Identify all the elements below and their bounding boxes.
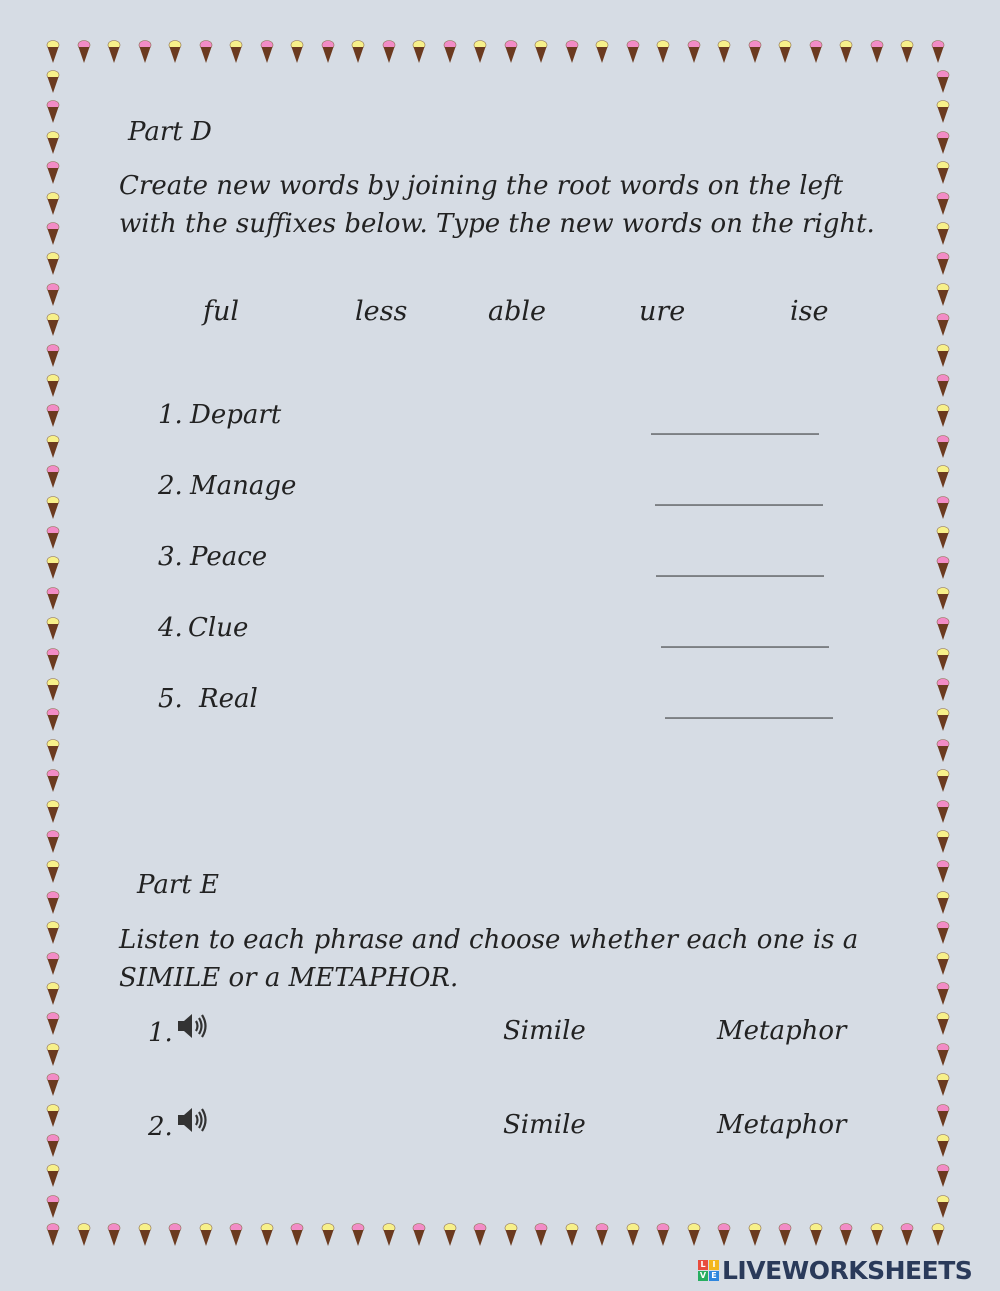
ice-cream-cone-icon	[936, 587, 950, 611]
part-e-instruction: Listen to each phrase and choose whether each one is a SIMILE or a METAPHOR.	[119, 925, 859, 993]
logo-letter: I	[709, 1260, 719, 1270]
ice-cream-cone-icon	[936, 1104, 950, 1128]
ice-cream-cone-icon	[936, 131, 950, 155]
ice-cream-cone-icon	[809, 40, 823, 64]
ice-cream-cone-icon	[46, 830, 60, 854]
ice-cream-cone-icon	[900, 1223, 914, 1247]
answer-input[interactable]: ______________	[661, 620, 829, 648]
answer-input[interactable]: ______________	[656, 549, 824, 577]
ice-cream-cone-icon	[46, 252, 60, 276]
ice-cream-cone-icon	[229, 40, 243, 64]
ice-cream-cone-icon	[46, 1134, 60, 1158]
ice-cream-cone-icon	[168, 40, 182, 64]
ice-cream-cone-icon	[936, 891, 950, 915]
question-number: 2.	[148, 1112, 173, 1142]
ice-cream-cone-icon	[199, 40, 213, 64]
logo-letter: V	[699, 1271, 707, 1280]
ice-cream-cone-icon	[46, 131, 60, 155]
ice-cream-cone-icon	[46, 40, 60, 64]
ice-cream-cone-icon	[936, 465, 950, 489]
ice-cream-cone-icon	[46, 708, 60, 732]
option-simile[interactable]: Simile	[503, 1110, 586, 1140]
speaker-icon[interactable]	[175, 1103, 209, 1137]
ice-cream-cone-icon	[717, 1223, 731, 1247]
ice-cream-cone-icon	[46, 1012, 60, 1036]
ice-cream-cone-icon	[46, 100, 60, 124]
ice-cream-cone-icon	[443, 40, 457, 64]
ice-cream-cone-icon	[77, 1223, 91, 1247]
logo-letter: E	[709, 1271, 719, 1281]
ice-cream-cone-icon	[504, 40, 518, 64]
ice-cream-cone-icon	[46, 192, 60, 216]
ice-cream-cone-icon	[936, 556, 950, 580]
speaker-icon[interactable]	[175, 1009, 209, 1043]
ice-cream-cone-icon	[936, 1043, 950, 1067]
root-word: Peace	[190, 542, 268, 572]
ice-cream-cone-icon	[687, 40, 701, 64]
part-d-title: Part D	[128, 117, 212, 147]
ice-cream-cone-icon	[412, 1223, 426, 1247]
ice-cream-cone-icon	[229, 1223, 243, 1247]
ice-cream-cone-icon	[936, 435, 950, 459]
ice-cream-cone-icon	[936, 526, 950, 550]
ice-cream-cone-icon	[936, 1134, 950, 1158]
ice-cream-cone-icon	[936, 800, 950, 824]
logo-letter: L	[698, 1260, 708, 1270]
ice-cream-cone-icon	[46, 921, 60, 945]
part-e-title: Part E	[137, 870, 219, 900]
list-item-number: 2.	[158, 471, 183, 501]
answer-input[interactable]: ______________	[651, 407, 819, 435]
ice-cream-cone-icon	[46, 465, 60, 489]
ice-cream-cone-icon	[936, 1073, 950, 1097]
ice-cream-cone-icon	[46, 70, 60, 94]
ice-cream-cone-icon	[138, 40, 152, 64]
ice-cream-cone-icon	[656, 40, 670, 64]
ice-cream-cone-icon	[138, 1223, 152, 1247]
suffix-ise: ise	[790, 296, 829, 327]
ice-cream-cone-icon	[931, 1223, 945, 1247]
ice-cream-cone-icon	[46, 1104, 60, 1128]
ice-cream-cone-icon	[748, 1223, 762, 1247]
suffix-ful: ful	[203, 296, 240, 327]
ice-cream-cone-icon	[443, 1223, 457, 1247]
ice-cream-cone-icon	[46, 1223, 60, 1247]
part-d-instruction: Create new words by joining the root words on the left with the suffixes below. Type the new words on the right.	[119, 171, 875, 239]
ice-cream-cone-icon	[46, 739, 60, 763]
ice-cream-cone-icon	[936, 1195, 950, 1219]
root-word: Manage	[190, 471, 297, 501]
ice-cream-cone-icon	[321, 40, 335, 64]
ice-cream-cone-icon	[382, 1223, 396, 1247]
ice-cream-cone-icon	[46, 678, 60, 702]
ice-cream-cone-icon	[870, 40, 884, 64]
list-item-number: 1.	[158, 400, 183, 430]
ice-cream-cone-icon	[46, 617, 60, 641]
ice-cream-cone-icon	[870, 1223, 884, 1247]
ice-cream-cone-icon	[936, 344, 950, 368]
ice-cream-cone-icon	[936, 496, 950, 520]
ice-cream-cone-icon	[351, 40, 365, 64]
ice-cream-cone-icon	[473, 1223, 487, 1247]
ice-cream-cone-icon	[46, 1073, 60, 1097]
question-number: 1.	[148, 1018, 173, 1048]
answer-input[interactable]: ______________	[655, 478, 823, 506]
ice-cream-cone-icon	[412, 40, 426, 64]
ice-cream-cone-icon	[199, 1223, 213, 1247]
ice-cream-cone-icon	[936, 739, 950, 763]
option-metaphor[interactable]: Metaphor	[717, 1110, 847, 1140]
ice-cream-cone-icon	[290, 40, 304, 64]
ice-cream-cone-icon	[936, 1012, 950, 1036]
ice-cream-cone-icon	[839, 40, 853, 64]
ice-cream-cone-icon	[936, 769, 950, 793]
ice-cream-cone-icon	[687, 1223, 701, 1247]
ice-cream-cone-icon	[809, 1223, 823, 1247]
ice-cream-cone-icon	[936, 648, 950, 672]
ice-cream-cone-icon	[260, 1223, 274, 1247]
ice-cream-cone-icon	[656, 1223, 670, 1247]
root-word: Clue	[188, 613, 249, 643]
ice-cream-cone-icon	[46, 161, 60, 185]
ice-cream-cone-icon	[778, 1223, 792, 1247]
ice-cream-cone-icon	[626, 40, 640, 64]
ice-cream-cone-icon	[46, 283, 60, 307]
ice-cream-cone-icon	[473, 40, 487, 64]
liveworksheets-logo	[698, 1255, 972, 1285]
ice-cream-cone-icon	[107, 40, 121, 64]
list-item-number: 3.	[158, 542, 183, 572]
option-metaphor[interactable]: Metaphor	[717, 1016, 847, 1046]
ice-cream-cone-icon	[46, 556, 60, 580]
ice-cream-cone-icon	[936, 100, 950, 124]
ice-cream-cone-icon	[936, 192, 950, 216]
suffix-able: able	[488, 296, 546, 327]
ice-cream-cone-icon	[321, 1223, 335, 1247]
ice-cream-cone-icon	[936, 952, 950, 976]
option-simile[interactable]: Simile	[503, 1016, 586, 1046]
ice-cream-cone-icon	[936, 921, 950, 945]
ice-cream-cone-icon	[46, 891, 60, 915]
ice-cream-cone-icon	[534, 40, 548, 64]
ice-cream-cone-icon	[565, 40, 579, 64]
root-word: Depart	[190, 400, 282, 430]
ice-cream-cone-icon	[107, 1223, 121, 1247]
ice-cream-cone-icon	[46, 648, 60, 672]
suffix-ure: ure	[639, 296, 686, 327]
ice-cream-cone-icon	[46, 313, 60, 337]
ice-cream-cone-icon	[46, 526, 60, 550]
ice-cream-cone-icon	[46, 1164, 60, 1188]
ice-cream-cone-icon	[595, 1223, 609, 1247]
logo-text: LIVEWORKSHEETS	[722, 1255, 973, 1285]
suffix-less: less	[355, 296, 408, 327]
ice-cream-cone-icon	[936, 617, 950, 641]
live-box-icon	[698, 1260, 719, 1281]
ice-cream-cone-icon	[595, 40, 609, 64]
ice-cream-cone-icon	[936, 222, 950, 246]
ice-cream-cone-icon	[900, 40, 914, 64]
ice-cream-cone-icon	[748, 40, 762, 64]
ice-cream-cone-icon	[46, 769, 60, 793]
ice-cream-cone-icon	[936, 708, 950, 732]
root-word: Real	[199, 684, 258, 714]
list-item-number: 4.	[158, 613, 183, 643]
ice-cream-cone-icon	[46, 404, 60, 428]
ice-cream-cone-icon	[46, 982, 60, 1006]
ice-cream-cone-icon	[936, 252, 950, 276]
ice-cream-cone-icon	[936, 830, 950, 854]
ice-cream-cone-icon	[936, 70, 950, 94]
ice-cream-cone-icon	[46, 587, 60, 611]
ice-cream-cone-icon	[46, 435, 60, 459]
ice-cream-cone-icon	[936, 404, 950, 428]
ice-cream-cone-icon	[504, 1223, 518, 1247]
ice-cream-cone-icon	[46, 800, 60, 824]
ice-cream-cone-icon	[260, 40, 274, 64]
ice-cream-cone-icon	[168, 1223, 182, 1247]
list-item-number: 5.	[158, 684, 183, 714]
ice-cream-cone-icon	[565, 1223, 579, 1247]
ice-cream-cone-icon	[46, 1195, 60, 1219]
ice-cream-cone-icon	[46, 374, 60, 398]
ice-cream-cone-icon	[936, 283, 950, 307]
ice-cream-cone-icon	[626, 1223, 640, 1247]
ice-cream-cone-icon	[534, 1223, 548, 1247]
ice-cream-cone-icon	[931, 40, 945, 64]
ice-cream-cone-icon	[77, 40, 91, 64]
ice-cream-cone-icon	[46, 1043, 60, 1067]
ice-cream-cone-icon	[936, 374, 950, 398]
ice-cream-cone-icon	[46, 222, 60, 246]
ice-cream-cone-icon	[46, 496, 60, 520]
ice-cream-cone-icon	[936, 860, 950, 884]
ice-cream-cone-icon	[839, 1223, 853, 1247]
ice-cream-cone-icon	[290, 1223, 304, 1247]
ice-cream-cone-icon	[936, 982, 950, 1006]
ice-cream-cone-icon	[717, 40, 731, 64]
ice-cream-cone-icon	[936, 313, 950, 337]
ice-cream-cone-icon	[936, 161, 950, 185]
ice-cream-cone-icon	[382, 40, 396, 64]
ice-cream-cone-icon	[46, 344, 60, 368]
ice-cream-cone-icon	[46, 952, 60, 976]
ice-cream-cone-icon	[351, 1223, 365, 1247]
ice-cream-cone-icon	[778, 40, 792, 64]
ice-cream-cone-icon	[46, 860, 60, 884]
answer-input[interactable]: ______________	[665, 691, 833, 719]
ice-cream-cone-icon	[936, 678, 950, 702]
ice-cream-cone-icon	[936, 1164, 950, 1188]
